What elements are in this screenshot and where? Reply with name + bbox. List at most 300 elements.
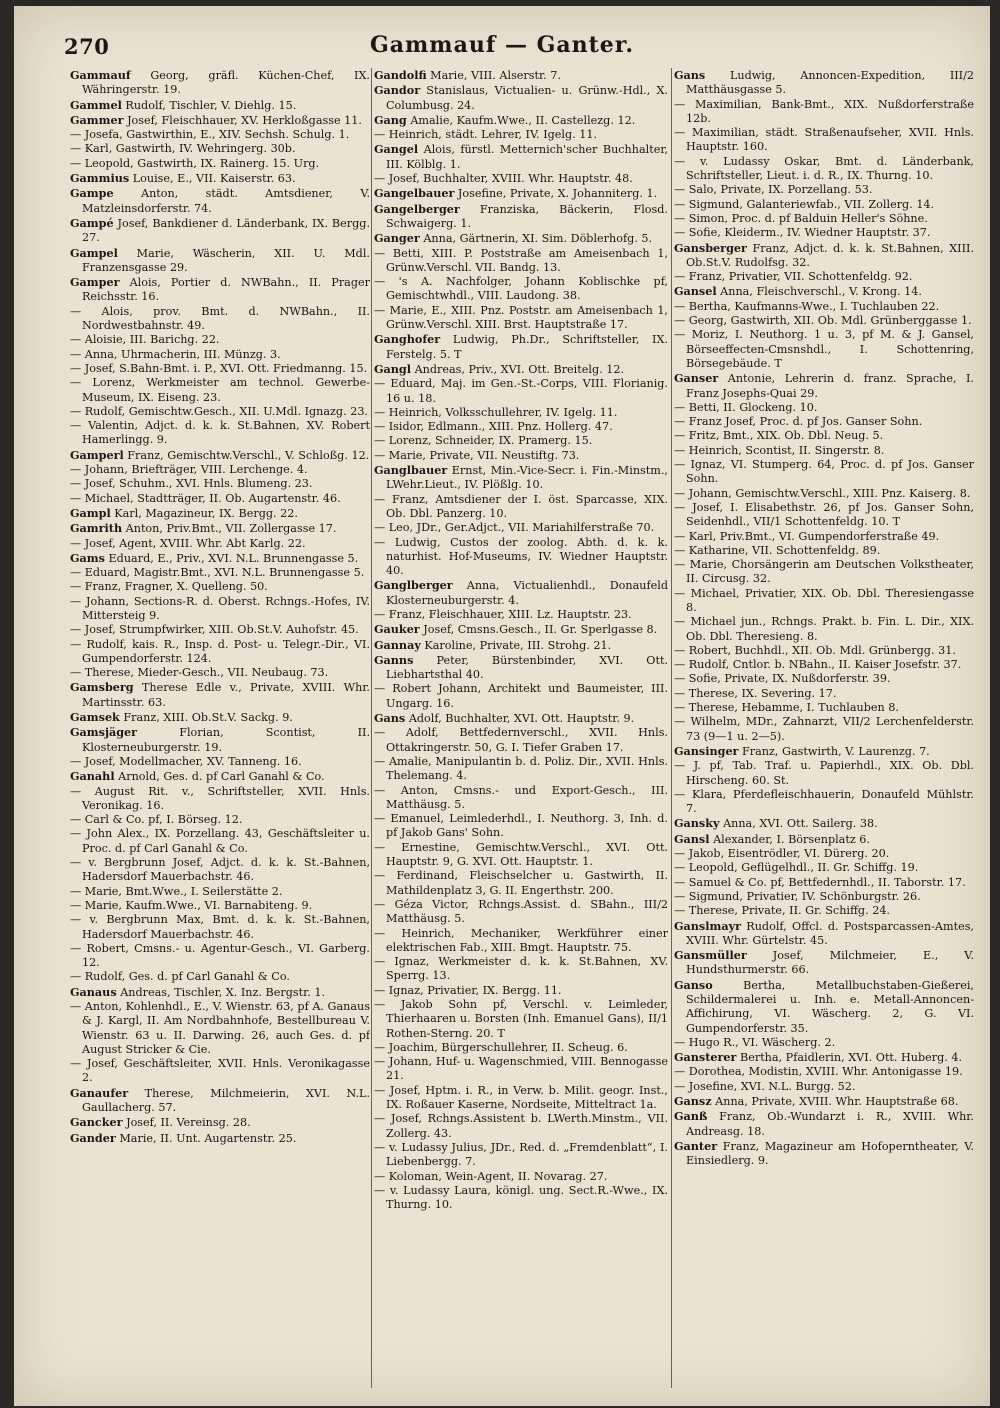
- entry-details: — Rudolf, Gemischtw.Gesch., XII. U.Mdl. Ignazg. 23.: [70, 404, 368, 418]
- entry-details: — Franz, Fragner, X. Quelleng. 50.: [70, 580, 268, 594]
- entry-details: — Johann, Briefträger, VIII. Lerchenge. 4.: [70, 463, 308, 477]
- entry-details: Franz, Magazineur am Hofoperntheater, V. Einsiedlerg. 9.: [686, 1139, 974, 1168]
- entry-surname: Gang: [374, 112, 407, 127]
- entry-details: Amalie, Kaufm.Wwe., II. Castellezg. 12.: [410, 113, 636, 127]
- entry-surname: Ganaus: [70, 984, 117, 999]
- entry-details: — Ignaz, VI. Stumperg. 64, Proc. d. pf Jos. Ganser Sohn.: [674, 458, 974, 486]
- directory-entry: [70, 551, 370, 566]
- directory-entry: [70, 942, 370, 971]
- entry-surname: Gamsjäger: [70, 725, 138, 740]
- directory-entry: [674, 429, 974, 443]
- directory-entry: [374, 304, 668, 333]
- directory-entry: [374, 493, 668, 522]
- entry-details: — Franz, Fleischhauer, XIII. Lz. Hauptstr. 23.: [374, 607, 632, 621]
- entry-details: — Josef, Modellmacher, XV. Tanneng. 16.: [70, 754, 302, 768]
- entry-details: Karl, Magazineur, IX. Bergg. 22.: [114, 506, 298, 520]
- directory-entry: [70, 666, 370, 680]
- entry-surname: Gauker: [374, 622, 420, 637]
- directory-entry: [674, 644, 974, 658]
- directory-entry: [374, 726, 668, 755]
- directory-entry: [70, 913, 370, 942]
- entry-details: Josef, II. Vereinsg. 28.: [126, 1116, 251, 1130]
- directory-entry: [70, 157, 370, 171]
- entry-surname: Gampe: [70, 186, 114, 201]
- directory-entry: [70, 376, 370, 405]
- entry-details: Josef, Milchmeier, E., V. Hundsthurmerstr. 66.: [686, 949, 974, 977]
- entry-details: — Jakob, Eisentrödler, VI. Dürerg. 20.: [674, 847, 890, 861]
- entry-details: — Heinrich, Scontist, II. Singerstr. 8.: [674, 443, 885, 457]
- directory-entry: [374, 449, 668, 463]
- directory-entry: [70, 448, 370, 463]
- entry-details: — Michael jun., Rchngs. Prakt. b. Fin. L. Dir., XIX. Ob. Dbl. Theresieng. 8.: [674, 615, 974, 643]
- directory-entry: [70, 305, 370, 334]
- directory-entry: [374, 172, 668, 186]
- entry-details: — Eduard, Maj. im Gen.-St.-Corps, VIII. Florianig. 16 u. 18.: [374, 377, 668, 405]
- directory-entry: [374, 406, 668, 420]
- entry-details: Therese Edle v., Private, XVIII. Whr. Martinsstr. 63.: [82, 681, 370, 709]
- directory-entry: [70, 113, 370, 128]
- entry-surname: Gampel: [70, 245, 118, 260]
- entry-details: — Marie, E., XIII. Pnz. Poststr. am Ameisenbach 1, Grünw.Verschl. XIII. Brst. Hauptstraße 17.: [374, 303, 668, 332]
- entry-details: — Ludwig, Custos der zoolog. Abth. d. k. k. naturhist. Hof-Museums, IV. Wiedner Hauptstr. 40.: [374, 535, 668, 578]
- entry-surname: Gander: [70, 1130, 116, 1145]
- directory-entry: [374, 927, 668, 956]
- directory-entry: [374, 869, 668, 898]
- entry-surname: Gamsek: [70, 710, 120, 725]
- directory-entry: [374, 128, 668, 142]
- directory-entry: [674, 544, 974, 558]
- entry-details: — Géza Victor, Rchngs.Assist. d. SBahn., III/2 Matthäusg. 5.: [374, 897, 668, 926]
- entry-details: — Josef, Schuhm., XVI. Hnls. Blumeng. 23.: [70, 477, 313, 491]
- directory-entry: [70, 856, 370, 885]
- directory-entry: [674, 300, 974, 314]
- entry-surname: Gamrith: [70, 521, 123, 536]
- directory-entry: [674, 1139, 974, 1169]
- directory-entry: [374, 536, 668, 579]
- directory-entry: [70, 785, 370, 814]
- directory-entry: [70, 463, 370, 477]
- entry-surname: Gans: [374, 711, 406, 726]
- entry-details: — Josef, I. Elisabethstr. 26, pf Jos. Ganser Sohn, Seidenhdl., VII/1 Schottenfeldg. 10. T: [674, 500, 974, 529]
- entry-details: — Josef, S.Bahn-Bmt. i. P., XVI. Ott. Friedmanng. 15.: [70, 361, 368, 375]
- directory-entry: [674, 68, 974, 98]
- entry-details: Rudolf, Offcl. d. Postsparcassen-Amtes, XVIII. Whr. Gürtelstr. 45.: [686, 919, 974, 947]
- directory-entry: [70, 985, 370, 1000]
- directory-entry: [674, 615, 974, 644]
- entry-surname: Gandolfi: [374, 68, 427, 82]
- entry-details: — Adolf, Bettfedernverschl., XVII. Hnls. Ottakringerstr. 50, G. I. Tiefer Graben 17.: [374, 726, 668, 754]
- directory-entry: [70, 566, 370, 580]
- entry-details: — Maximilian, städt. Straßenaufseher, XVII. Hnls. Hauptstr. 160.: [674, 126, 974, 154]
- entry-details: — Therese, Hebamme, I. Tuchlauben 8.: [674, 701, 899, 715]
- entry-details: — Rudolf, Ges. d. pf Carl Ganahl & Co.: [70, 970, 290, 984]
- directory-entry: [674, 832, 974, 847]
- directory-entry: [374, 841, 668, 870]
- entry-details: Marie, II. Unt. Augartenstr. 25.: [119, 1131, 297, 1145]
- entry-details: Josef, Cmsns.Gesch., II. Gr. Sperlgasse 8.: [423, 623, 658, 637]
- directory-entry: [674, 241, 974, 271]
- directory-entry: [674, 904, 974, 918]
- directory-entry: [674, 744, 974, 759]
- entry-details: — Franz, Amtsdiener der I. öst. Sparcasse, XIX. Ob. Dbl. Panzerg. 10.: [374, 492, 668, 520]
- column-left: [70, 68, 370, 1388]
- entry-details: — 's A. Nachfolger, Johann Koblischke pf, Gemischtwhdl., VIII. Laudong. 38.: [374, 275, 668, 303]
- entry-surname: Ganaufer: [70, 1085, 129, 1100]
- entry-details: — Sofie, Private, IX. Nußdorferstr. 39.: [674, 672, 891, 686]
- directory-entry: [674, 1050, 974, 1065]
- directory-entry: [674, 415, 974, 429]
- directory-entry: [374, 682, 668, 711]
- entry-details: — Marie, Chorsängerin am Deutschen Volkstheater, II. Circusg. 32.: [674, 558, 974, 586]
- entry-details: Stanislaus, Victualien- u. Grünw.-Hdl., X. Columbusg. 24.: [386, 84, 668, 112]
- entry-surname: Gampl: [70, 505, 111, 520]
- directory-entry: [374, 463, 668, 493]
- entry-surname: Gangel: [374, 142, 419, 157]
- directory-entry: [374, 420, 668, 434]
- entry-details: — Anton, Kohlenhdl., E., V. Wienstr. 63, pf A. Ganaus & J. Kargl, II. Am Nordbahnhofe, Bestellbureau V. Wienstr. 63 u. II. Darwing. 26, auch Ges. d. pf August Stricker & Cie.: [70, 1000, 370, 1056]
- entry-details: — Maximilian, Bank-Bmt., XIX. Nußdorferstraße 12b.: [674, 97, 974, 125]
- entry-details: Anna, Fleischverschl., V. Krong. 14.: [720, 285, 922, 299]
- column-right: [674, 68, 974, 1388]
- entry-details: — Isidor, Edlmann., XIII. Pnz. Hollerg. 47.: [374, 420, 613, 434]
- entry-details: — Joachim, Bürgerschullehrer, II. Scheug. 6.: [374, 1040, 628, 1054]
- page-number: 270: [64, 34, 110, 59]
- directory-entry: [374, 1112, 668, 1141]
- entry-details: Anna, Private, XVIII. Whr. Hauptstraße 68.: [715, 1095, 959, 1109]
- column-rule: [671, 68, 672, 1388]
- entry-surname: Gampé: [70, 215, 114, 230]
- entry-details: — Robert Johann, Architekt und Baumeister, III. Ungarg. 16.: [374, 682, 668, 710]
- entry-surname: Gamperl: [70, 447, 124, 462]
- entry-details: — Lorenz, Schneider, IX. Pramerg. 15.: [374, 434, 593, 448]
- entry-details: — Josef, Hptm. i. R., in Verw. b. Milit. geogr. Inst., IX. Roßauer Kaserne, Nordseite, Mitteltract 1a.: [374, 1083, 668, 1112]
- directory-entry: [674, 1036, 974, 1050]
- directory-entry: [374, 113, 668, 128]
- entry-details: — Sigmund, Privatier, IV. Schönburgstr. 26.: [674, 889, 921, 903]
- directory-entry: [674, 328, 974, 371]
- directory-entry: [374, 332, 668, 362]
- entry-details: Franz, Ob.-Wundarzt i. R., XVIII. Whr. Andreasg. 18.: [686, 1110, 974, 1138]
- directory-entry: [70, 98, 370, 113]
- entry-details: Andreas, Priv., XVI. Ott. Breitelg. 12.: [414, 362, 625, 376]
- directory-entry: [374, 68, 668, 83]
- directory-entry: [374, 622, 668, 637]
- entry-details: Ernst, Min.-Vice-Secr. i. Fin.-Minstm., LWehr.Lieut., IV. Plößlg. 10.: [386, 464, 668, 492]
- entry-details: — John Alex., IX. Porzellang. 43, Geschäftsleiter u. Proc. d. pf Carl Ganahl & Co.: [70, 827, 370, 855]
- directory-entry: [674, 530, 974, 544]
- entry-details: Marie, VIII. Alserstr. 7.: [430, 69, 561, 82]
- directory-entry: [70, 595, 370, 624]
- directory-entry: [374, 434, 668, 448]
- directory-entry: [674, 919, 974, 949]
- directory-entry: [674, 876, 974, 890]
- entry-details: — Leo, JDr., Ger.Adjct., VII. Mariahilferstraße 70.: [374, 521, 655, 535]
- directory-entry: [674, 126, 974, 155]
- entry-details: — v. Bergbrunn Josef, Adjct. d. k. k. St.-Bahnen, Hadersdorf Mauerbachstr. 46.: [70, 856, 370, 884]
- entry-details: — Moriz, I. Neuthorg. 1 u. 3, pf M. & J. Gansel, Börseeffecten-Cmsnshdl., I. Schottenring, Börsegebäude. T: [674, 328, 974, 370]
- directory-entry: [674, 1065, 974, 1079]
- entry-details: Ludwig, Ph.Dr., Schriftsteller, IX. Ferstelg. 5. T: [386, 333, 668, 361]
- entry-surname: Gammel: [70, 97, 122, 112]
- directory-entry: [674, 314, 974, 328]
- directory-entry: [70, 725, 370, 755]
- directory-entry: [70, 246, 370, 276]
- entry-details: — Franz Josef, Proc. d. pf Jos. Ganser Sohn.: [674, 415, 923, 429]
- entry-surname: Ganß: [674, 1109, 708, 1124]
- directory-entry: [374, 521, 668, 535]
- directory-entry: [70, 521, 370, 536]
- entry-details: — Robert, Cmsns.- u. Agentur-Gesch., VI. Garberg. 12.: [70, 941, 370, 970]
- directory-entry: [70, 348, 370, 362]
- directory-entry: [374, 578, 668, 608]
- entry-details: — Rudolf, kais. R., Insp. d. Post- u. Telegr.-Dir., VI. Gumpendorferstr. 124.: [70, 637, 370, 665]
- directory-entry: [70, 680, 370, 710]
- entry-details: — Leopold, Gastwirth, IX. Rainerg. 15. Urg.: [70, 156, 320, 170]
- directory-entry: [374, 812, 668, 841]
- entry-details: Franz, Gemischtw.Verschl., V. Schloßg. 12.: [127, 448, 370, 462]
- directory-entry: [674, 98, 974, 127]
- directory-entry: [70, 580, 370, 594]
- directory-entry: [674, 226, 974, 240]
- directory-entry: [674, 788, 974, 817]
- entry-surname: Gammer: [70, 112, 124, 127]
- entry-surname: Ganahl: [70, 769, 115, 784]
- directory-entry: [70, 142, 370, 156]
- entry-details: Franz, Adjct. d. k. k. St.Bahnen, XIII. Ob.St.V. Rudolfsg. 32.: [686, 241, 974, 269]
- entry-details: Therese, Milchmeierin, XVI. N.L. Gaullacherg. 57.: [82, 1086, 370, 1115]
- directory-entry: [374, 638, 668, 653]
- entry-details: — Marie, Private, VII. Neustiftg. 73.: [374, 448, 580, 462]
- directory-entry: [674, 558, 974, 587]
- directory-entry: [70, 492, 370, 506]
- entry-surname: Gansinger: [674, 743, 739, 758]
- column-rule: [371, 68, 372, 1388]
- entry-details: — Robert, Buchhdl., XII. Ob. Mdl. Grünbergg. 31.: [674, 643, 956, 657]
- directory-entry: [70, 755, 370, 769]
- entry-details: — Klara, Pferdefleischhauerin, Donaufeld Mühlstr. 7.: [674, 787, 974, 816]
- directory-entry: [374, 202, 668, 232]
- entry-surname: Gammius: [70, 171, 130, 186]
- entry-details: Alois, Portier d. NWBahn., II. Prager Reichsstr. 16.: [82, 276, 370, 304]
- entry-details: — Eduard, Magistr.Bmt., XVI. N.L. Brunnengasse 5.: [70, 566, 365, 580]
- entry-surname: Ganso: [674, 977, 713, 992]
- entry-details: — Jakob Sohn pf, Verschl. v. Leimleder, Thierhaaren u. Borsten (Inh. Emanuel Gans), II/1 Rothen-Sterng. 20. T: [374, 998, 668, 1040]
- entry-details: — J. pf, Tab. Traf. u. Papierhdl., XIX. Ob. Dbl. Hirscheng. 60. St.: [674, 759, 974, 787]
- directory-entry: [374, 231, 668, 246]
- directory-entry: [374, 1055, 668, 1084]
- entry-details: — Johann, Huf- u. Wagenschmied, VIII. Bennogasse 21.: [374, 1055, 668, 1083]
- directory-entry: [70, 186, 370, 216]
- entry-details: Karoline, Private, III. Strohg. 21.: [424, 638, 612, 652]
- entry-details: — Katharine, VII. Schottenfeldg. 89.: [674, 543, 881, 557]
- entry-details: Andreas, Tischler, X. Inz. Bergstr. 1.: [120, 985, 326, 999]
- entry-details: Florian, Scontist, II. Klosterneuburgerstr. 19.: [82, 726, 370, 754]
- directory-entry: [70, 623, 370, 637]
- entry-details: — Hugo R., VI. Wäscherg. 2.: [674, 1035, 836, 1049]
- entry-details: — Michael, Stadtträger, II. Ob. Augartenstr. 46.: [70, 491, 341, 505]
- entry-surname: Ganslmayr: [674, 918, 741, 933]
- entry-details: Anton, Priv.Bmt., VII. Zollergasse 17.: [125, 522, 337, 536]
- entry-details: Louise, E., VII. Kaiserstr. 63.: [132, 172, 296, 186]
- entry-surname: Gannay: [374, 637, 421, 652]
- entry-details: — Koloman, Wein-Agent, II. Novarag. 27.: [374, 1169, 608, 1183]
- directory-entry: [70, 362, 370, 376]
- entry-surname: Gangl: [374, 361, 412, 376]
- directory-entry: [374, 1084, 668, 1113]
- column-middle: [374, 68, 668, 1388]
- directory-entry: [374, 275, 668, 304]
- entry-details: Alois, fürstl. Metternich'scher Buchhalter, III. Kölblg. 1.: [386, 143, 668, 171]
- entry-surname: Gancker: [70, 1115, 123, 1130]
- entry-details: — v. Ludassy Laura, königl. ung. Sect.R.-Wwe., IX. Thurng. 10.: [374, 1183, 668, 1212]
- directory-entry: [674, 270, 974, 284]
- directory-entry: [674, 978, 974, 1036]
- entry-details: — Therese, Private, II. Gr. Schiffg. 24.: [674, 904, 890, 918]
- entry-details: — Dorothea, Modistin, XVIII. Whr. Antonigasse 19.: [674, 1065, 963, 1079]
- directory-entry: [70, 537, 370, 551]
- directory-entry: [70, 419, 370, 448]
- entry-surname: Gangelbauer: [374, 186, 455, 201]
- entry-details: Adolf, Buchhalter, XVI. Ott. Hauptstr. 9.: [408, 712, 635, 726]
- directory-entry: [70, 216, 370, 246]
- directory-entry: [674, 816, 974, 831]
- directory-entry: [70, 638, 370, 667]
- directory-entry: [674, 861, 974, 875]
- directory-entry: [374, 755, 668, 784]
- entry-details: Arnold, Ges. d. pf Carl Ganahl & Co.: [118, 770, 325, 784]
- directory-entry: [374, 186, 668, 201]
- entry-details: — August Rit. v., Schriftsteller, XVII. Hnls. Veronikag. 16.: [70, 784, 370, 812]
- entry-details: — Josef, Geschäftsleiter, XVII. Hnls. Veronikagasse 2.: [70, 1057, 370, 1085]
- directory-page: [14, 6, 990, 1406]
- directory-entry: [374, 362, 668, 377]
- entry-details: — Carl & Co. pf, I. Börseg. 12.: [70, 813, 243, 827]
- entry-details: Marie, Wäscherin, XII. U. Mdl. Franzensgasse 29.: [82, 246, 370, 274]
- entry-details: — v. Ludassy Julius, JDr., Red. d. „Fremdenblatt“, I. Liebenbergg. 7.: [374, 1140, 668, 1169]
- entry-details: — Marie, Kaufm.Wwe., VI. Barnabiteng. 9.: [70, 898, 313, 912]
- entry-details: Anna, Victualienhdl., Donaufeld Klosterneuburgerstr. 4.: [386, 579, 668, 607]
- entry-details: — v. Bergbrunn Max, Bmt. d. k. k. St.-Bahnen, Hadersdorf Mauerbachstr. 46.: [70, 913, 370, 941]
- entry-details: Anton, städt. Amtsdiener, V. Matzleinsdorferstr. 74.: [82, 187, 370, 215]
- directory-entry: [674, 658, 974, 672]
- directory-entry: [70, 769, 370, 784]
- directory-entry: [674, 401, 974, 415]
- entry-surname: Gans: [674, 68, 706, 82]
- directory-entry: [374, 608, 668, 622]
- entry-details: — Josef, Buchhalter, XVIII. Whr. Hauptstr. 48.: [374, 172, 633, 186]
- entry-surname: Ganser: [674, 371, 719, 386]
- entry-details: — Ernestine, Gemischtw.Verschl., XVI. Ott. Hauptstr. 9, G. XVI. Ott. Hauptstr. 1.: [374, 840, 668, 869]
- entry-details: — Sigmund, Galanteriewfab., VII. Zollerg. 14.: [674, 197, 935, 211]
- entry-surname: Gansterer: [674, 1050, 737, 1065]
- directory-entry: [374, 1041, 668, 1055]
- directory-entry: [70, 899, 370, 913]
- entry-details: — Josefine, XVI. N.L. Burgg. 52.: [674, 1079, 856, 1093]
- directory-entry: [674, 458, 974, 487]
- entry-details: Josefine, Private, X. Johanniterg. 1.: [457, 187, 658, 201]
- entry-details: Anna, XVI. Ott. Sailerg. 38.: [723, 817, 878, 831]
- directory-entry: [374, 1184, 668, 1213]
- directory-entry: [674, 672, 974, 686]
- directory-entry: [70, 68, 370, 98]
- entry-details: — Simon, Proc. d. pf Balduin Heller's Söhne.: [674, 211, 928, 225]
- entry-details: Bertha, Metallbuchstaben-Gießerei, Schildermalerei u. Inh. e. Metall-Annoncen-Affichirung, VI. Wäscherg. 2, G. VI. Gumpendorferstr. 35.: [686, 978, 974, 1035]
- entry-details: — Karl, Gastwirth, IV. Wehringerg. 30b.: [70, 142, 296, 156]
- directory-entry: [70, 813, 370, 827]
- directory-entry: [70, 1086, 370, 1116]
- entry-details: — Samuel & Co. pf, Bettfedernhdl., II. Taborstr. 17.: [674, 875, 966, 889]
- directory-entry: [674, 687, 974, 701]
- entry-details: Peter, Bürstenbinder, XVI. Ott. Liebhartsthal 40.: [386, 653, 668, 682]
- directory-entry: [674, 1109, 974, 1139]
- directory-entry: [374, 377, 668, 406]
- entry-details: — Franz, Privatier, VII. Schottenfeldg. 92.: [674, 270, 913, 284]
- directory-entry: [374, 784, 668, 813]
- entry-details: Josef, Fleischhauer, XV. Herkloßgasse 11.: [127, 113, 362, 127]
- entry-details: — Therese, Mieder-Gesch., VII. Neubaug. 73.: [70, 666, 329, 680]
- entry-details: — Georg, Gastwirth, XII. Ob. Mdl. Grünberggasse 1.: [674, 314, 972, 328]
- directory-entry: [374, 653, 668, 683]
- entry-surname: Gammauf: [70, 68, 131, 82]
- entry-details: — Alois, prov. Bmt. d. NWBahn., II. Nordwestbahnstr. 49.: [70, 304, 370, 333]
- directory-entry: [70, 333, 370, 347]
- entry-details: — Anna, Uhrmacherin, III. Münzg. 3.: [70, 347, 281, 361]
- directory-entry: [70, 710, 370, 725]
- entry-details: — Lorenz, Werkmeister am technol. Gewerbe-Museum, IX. Eiseng. 23.: [70, 376, 370, 404]
- entry-surname: Ganghofer: [374, 332, 441, 347]
- entry-details: Franz, XIII. Ob.St.V. Sackg. 9.: [123, 711, 293, 725]
- directory-entry: [674, 198, 974, 212]
- directory-entry: [674, 847, 974, 861]
- directory-entry: [674, 155, 974, 184]
- entry-surname: Gamper: [70, 275, 120, 290]
- directory-entry: [70, 1000, 370, 1057]
- entry-details: — Johann, Sections-R. d. Oberst. Rchngs.-Hofes, IV. Mittersteig 9.: [70, 594, 370, 622]
- directory-entry: [70, 1115, 370, 1130]
- entry-details: — Ferdinand, Fleischselcher u. Gastwirth, II. Mathildenplatz 3, G. II. Engerthstr. 200.: [374, 869, 668, 897]
- entry-details: — Bertha, Kaufmanns-Wwe., I. Tuchlauben 22.: [674, 299, 940, 313]
- entry-details: — v. Ludassy Oskar, Bmt. d. Länderbank, Schriftsteller, Lieut. i. d. R., IX. Thurng. 10.: [674, 154, 974, 183]
- page-header: [14, 30, 990, 70]
- entry-details: — Heinrich, städt. Lehrer, IV. Igelg. 11.: [374, 128, 598, 142]
- running-title: Gammauf — Ganter.: [369, 32, 635, 58]
- entry-details: Georg, gräfl. Küchen-Chef, IX. Währingerstr. 19.: [82, 69, 370, 97]
- entry-surname: Gansel: [674, 284, 717, 299]
- entry-surname: Gansmüller: [674, 948, 747, 963]
- directory-entry: [70, 1057, 370, 1086]
- entry-details: — Ignaz, Privatier, IX. Bergg. 11.: [374, 983, 562, 997]
- entry-surname: Gangelberger: [374, 201, 460, 216]
- directory-entry: [70, 1131, 370, 1146]
- directory-entry: [70, 477, 370, 491]
- entry-surname: Ganger: [374, 231, 420, 246]
- directory-entry: [674, 444, 974, 458]
- entry-details: — Michael, Privatier, XIX. Ob. Dbl. Theresiengasse 8.: [674, 586, 974, 614]
- entry-details: Eduard, E., Priv., XVI. N.L. Brunnengasse 5.: [108, 551, 359, 565]
- directory-entry: [674, 487, 974, 501]
- directory-entry: [374, 998, 668, 1041]
- entry-details: Anna, Gärtnerin, XI. Sim. Döblerhofg. 5.: [423, 232, 653, 246]
- entry-details: Josef, Bankdiener d. Länderbank, IX. Bergg. 27.: [82, 216, 370, 245]
- directory-entry: [374, 83, 668, 113]
- directory-entry: [70, 885, 370, 899]
- entry-details: Ludwig, Annoncen-Expedition, III/2 Matthäusgasse 5.: [686, 69, 974, 97]
- directory-entry: [70, 970, 370, 984]
- entry-surname: Gansky: [674, 816, 720, 831]
- entry-details: — Amalie, Manipulantin b. d. Poliz. Dir., XVII. Hnls. Thelemang. 4.: [374, 754, 668, 783]
- entry-surname: Ganglbauer: [374, 463, 448, 478]
- directory-entry: [674, 1094, 974, 1109]
